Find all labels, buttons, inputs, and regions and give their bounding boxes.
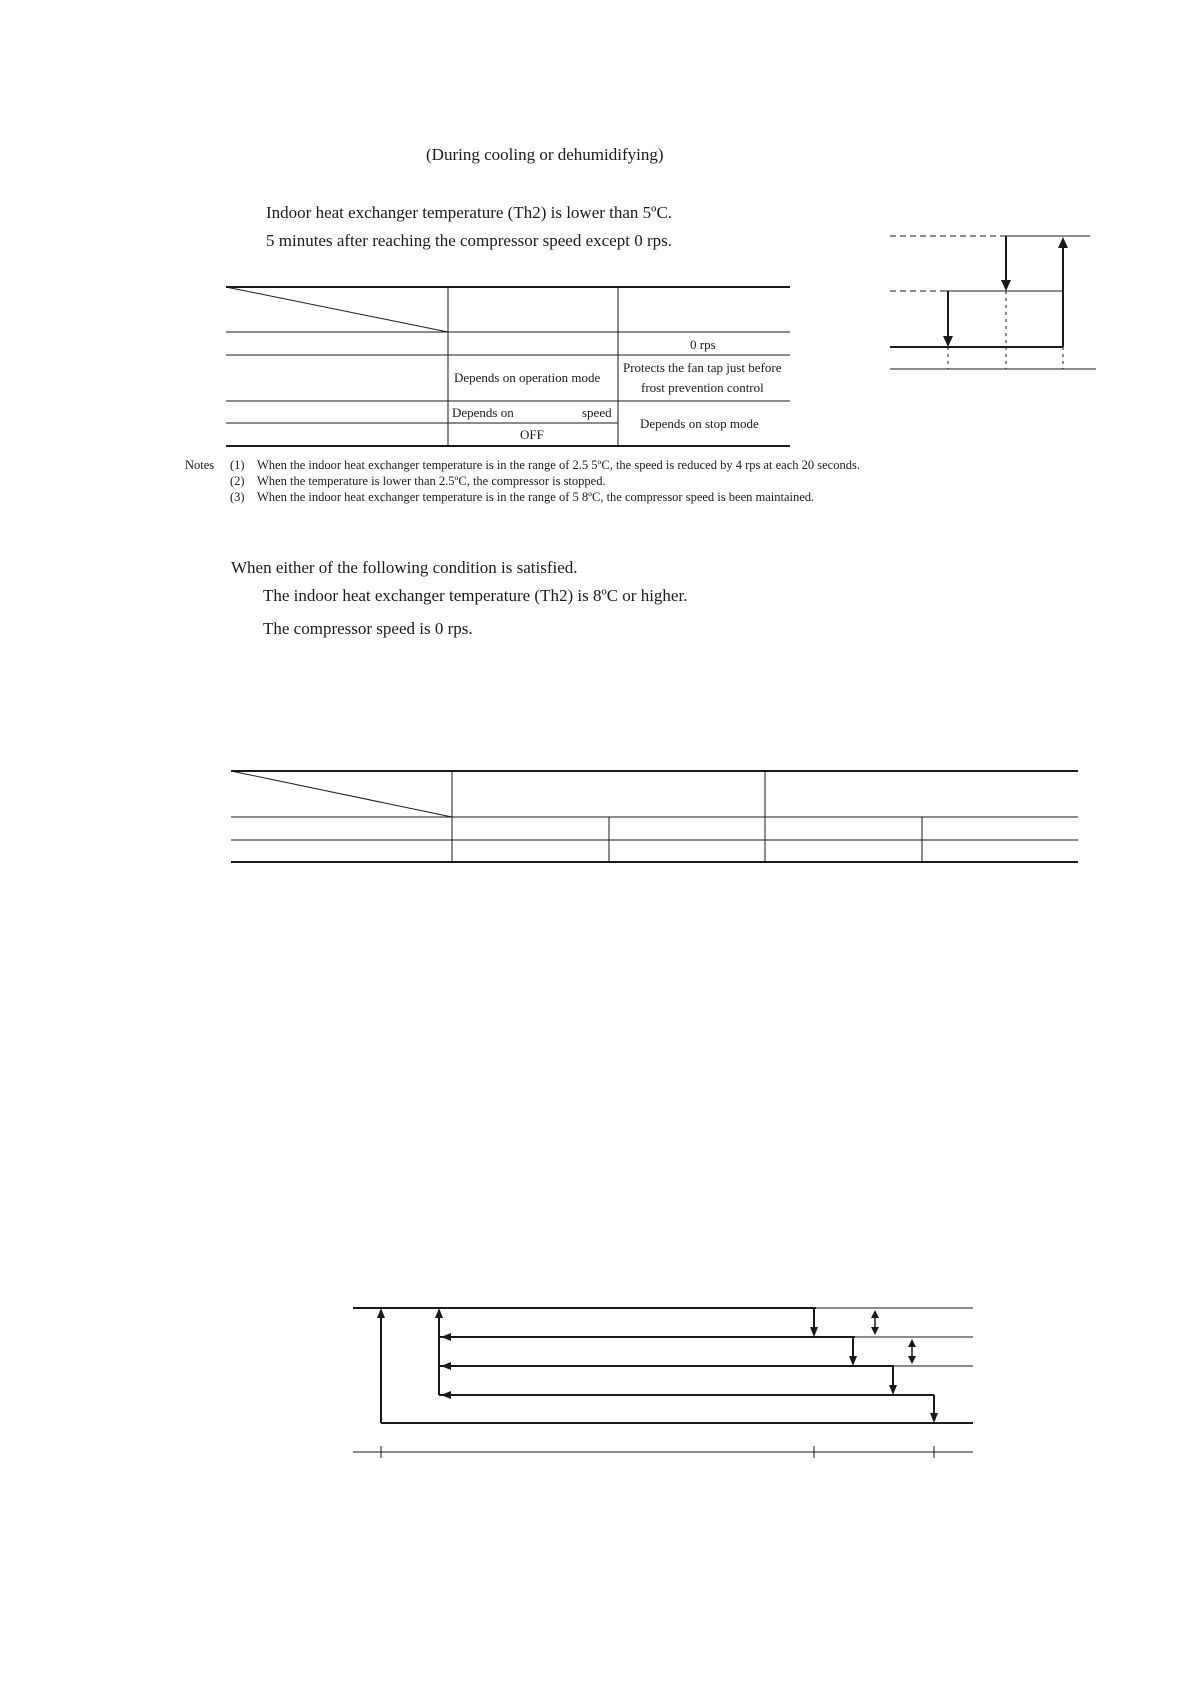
table2-grid: [231, 771, 1078, 862]
note-3-text: When the indoor heat exchanger temperature is in the range of 5 8ºC, the compressor speed is been maintained.: [257, 490, 815, 504]
table1-row3-col3: Depends on stop mode: [640, 416, 759, 431]
table1-row2-col3-line2: frost prevention control: [641, 380, 764, 395]
end-condition-intro: When either of the following condition is satisfied.: [231, 558, 578, 577]
table1-row3-col2-right: speed: [582, 405, 612, 420]
step-diagram: [353, 1308, 973, 1458]
table1-row3-col2-left: Depends on: [452, 405, 514, 420]
section-heading: (During cooling or dehumidifying): [426, 145, 664, 164]
start-condition-2: 5 minutes after reaching the compressor speed except 0 rps.: [266, 231, 672, 250]
table1-row2-col3-line1: Protects the fan tap just before: [623, 360, 782, 375]
end-condition-1: The indoor heat exchanger temperature (Th2) is 8ºC or higher.: [263, 586, 688, 605]
table1-row1-col3: 0 rps: [690, 337, 716, 352]
note-3-num: (3): [230, 490, 245, 504]
table1-row2-col2: Depends on operation mode: [454, 370, 601, 385]
table1-row4-col2: OFF: [520, 427, 544, 442]
notes-label: Notes: [185, 458, 215, 472]
note-2-num: (2): [230, 474, 245, 488]
note-2-text: When the temperature is lower than 2.5ºC, the compressor is stopped.: [257, 474, 606, 488]
note-1-num: (1): [230, 458, 245, 472]
note-1-text: When the indoor heat exchanger temperature is in the range of 2.5 5ºC, the speed is reduced by 4 rps at each 20 seconds.: [257, 458, 860, 472]
start-condition-1: Indoor heat exchanger temperature (Th2) is lower than 5ºC.: [266, 203, 673, 222]
hysteresis-diagram: [890, 236, 1096, 369]
end-condition-2: The compressor speed is 0 rps.: [263, 619, 473, 638]
